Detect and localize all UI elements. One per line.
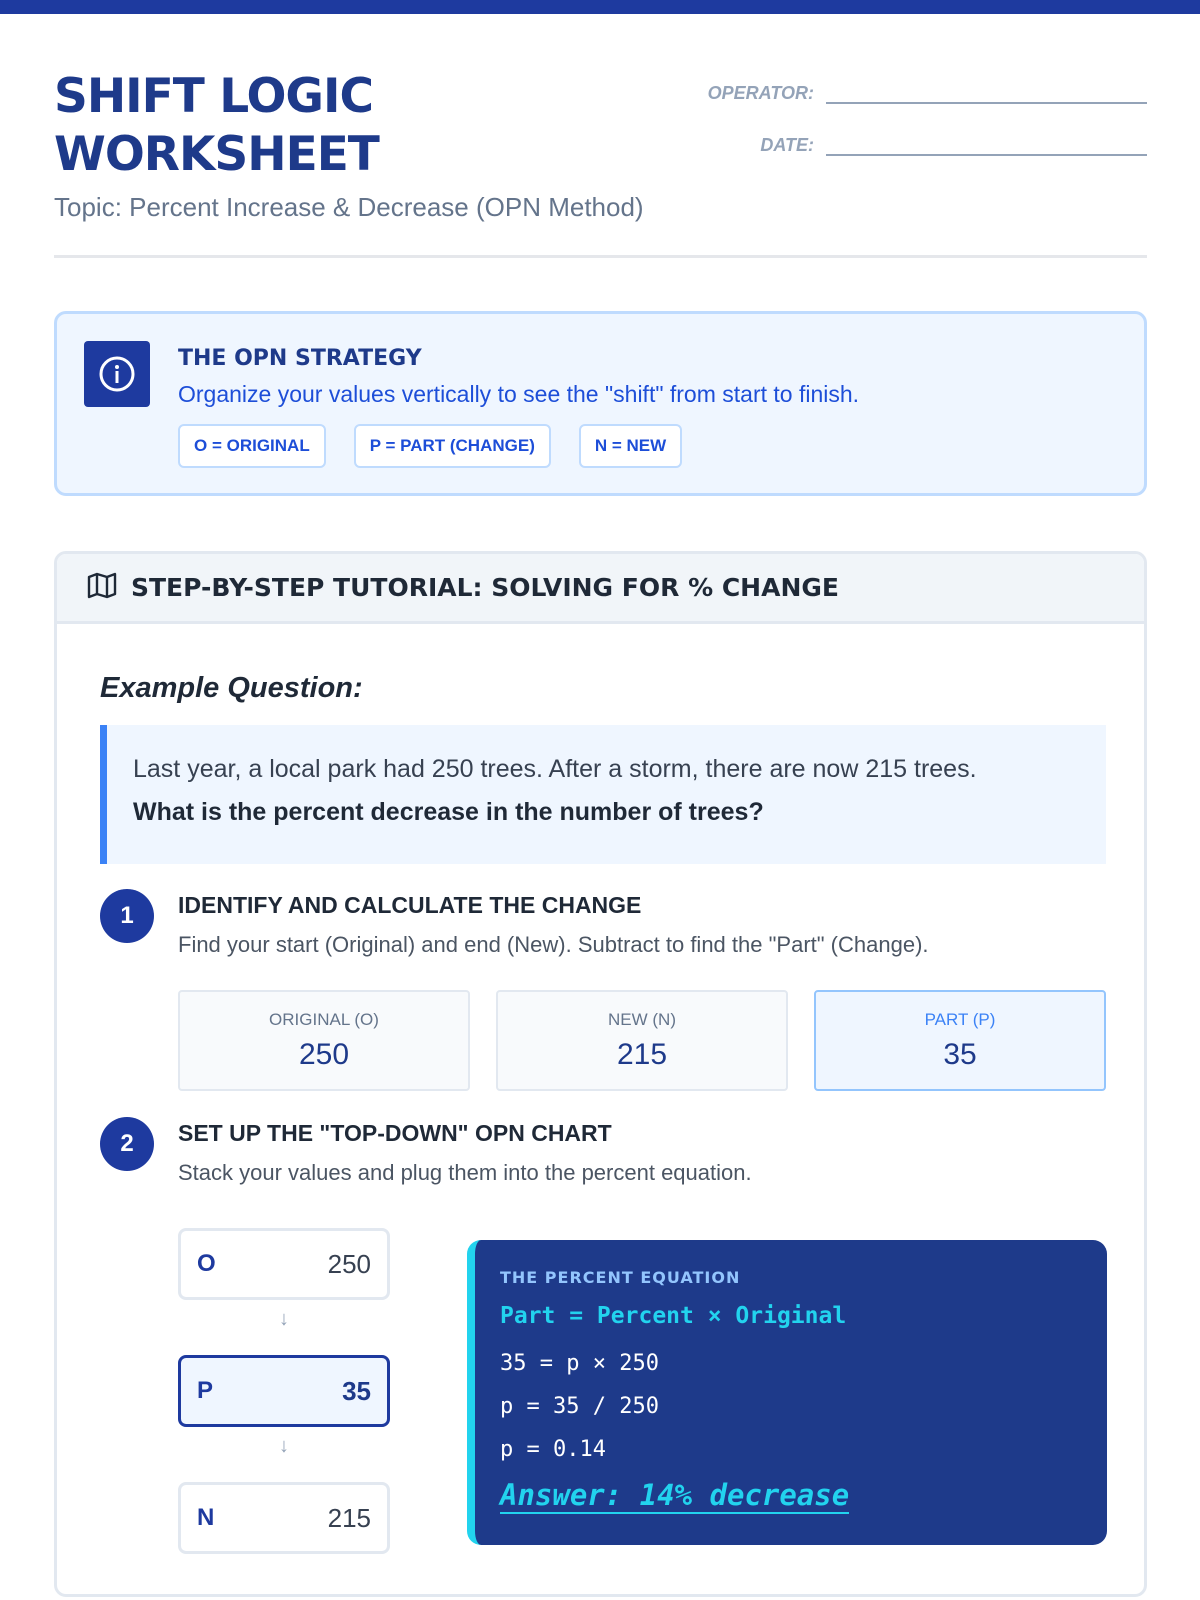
question-text: Last year, a local park had 250 trees. After a storm, there are now 215 trees. bbox=[133, 755, 977, 783]
tutorial-header bbox=[57, 554, 1144, 624]
example-question bbox=[100, 725, 1106, 864]
opn-row-original bbox=[178, 1228, 390, 1300]
strategy-description: Organize your values vertically to see the "shift" from start to finish. bbox=[178, 381, 860, 407]
opn-letter-new: N bbox=[197, 1504, 215, 1531]
original-value-label: ORIGINAL (O) bbox=[269, 1010, 379, 1029]
step-title-2: SET UP THE "TOP-DOWN" OPN CHART bbox=[178, 1120, 612, 1146]
strategy-title: THE OPN STRATEGY bbox=[178, 346, 422, 371]
operator-field[interactable] bbox=[826, 78, 1147, 104]
example-label: Example Question: bbox=[100, 672, 363, 704]
tutorial-title: STEP-BY-STEP TUTORIAL: SOLVING FOR % CHANGE bbox=[131, 573, 839, 602]
original-value-card bbox=[178, 990, 470, 1091]
step-number-2: 2 bbox=[100, 1117, 154, 1171]
opn-value-part: 35 bbox=[342, 1375, 371, 1406]
opn-row-new bbox=[178, 1482, 390, 1554]
page-subtitle: Topic: Percent Increase & Decrease (OPN Method) bbox=[54, 192, 644, 222]
opn-row-part bbox=[178, 1355, 390, 1427]
equation-line-3: p = 0.14 bbox=[500, 1437, 606, 1462]
opn-value-original: 250 bbox=[327, 1248, 371, 1279]
original-value: 250 bbox=[298, 1038, 350, 1071]
step-description-2: Stack your values and plug them into the percent equation. bbox=[178, 1160, 752, 1185]
chip-part: P = PART (CHANGE) bbox=[354, 424, 551, 468]
equation-formula: Part = Percent × Original bbox=[500, 1303, 847, 1329]
operator-label: OPERATOR: bbox=[707, 83, 814, 103]
equation-line-2: p = 35 / 250 bbox=[500, 1394, 659, 1419]
chip-original: O = ORIGINAL bbox=[178, 424, 326, 468]
step-title-1: IDENTIFY AND CALCULATE THE CHANGE bbox=[178, 892, 642, 918]
tutorial-card bbox=[54, 551, 1147, 1597]
question-prompt: What is the percent decrease in the number of trees? bbox=[133, 798, 764, 826]
equation-label: THE PERCENT EQUATION bbox=[500, 1268, 741, 1287]
map-icon bbox=[87, 571, 117, 604]
operator-row bbox=[684, 78, 1147, 104]
part-value-label: PART (P) bbox=[924, 1010, 996, 1029]
worksheet-header bbox=[54, 68, 1147, 258]
percent-equation-panel bbox=[467, 1240, 1107, 1545]
info-icon bbox=[84, 341, 150, 407]
step-description-1: Find your start (Original) and end (New). Subtract to find the "Part" (Change). bbox=[178, 932, 929, 957]
chip-new: N = NEW bbox=[579, 424, 682, 468]
new-value-label: NEW (N) bbox=[608, 1010, 676, 1029]
top-accent-bar bbox=[0, 0, 1200, 14]
page-title: SHIFT LOGIC WORKSHEET bbox=[54, 69, 379, 182]
arrow-down-icon: ↓ bbox=[279, 1308, 289, 1330]
equation-line-1: 35 = p × 250 bbox=[500, 1351, 659, 1376]
step-number-1: 1 bbox=[100, 889, 154, 943]
part-value-card bbox=[814, 990, 1106, 1091]
date-row bbox=[684, 130, 1147, 156]
opn-strategy-callout bbox=[54, 311, 1147, 496]
equation-answer: Answer: 14% decrease bbox=[500, 1478, 850, 1512]
opn-letter-part: P bbox=[197, 1377, 214, 1404]
date-field[interactable] bbox=[826, 130, 1147, 156]
opn-value-new: 215 bbox=[327, 1502, 371, 1533]
date-label: DATE: bbox=[760, 135, 814, 155]
legend-chips bbox=[178, 424, 859, 468]
part-value: 35 bbox=[943, 1038, 977, 1071]
opn-letter-original: O bbox=[197, 1250, 216, 1277]
arrow-down-icon: ↓ bbox=[279, 1435, 289, 1457]
new-value: 215 bbox=[616, 1038, 668, 1071]
new-value-card bbox=[496, 990, 788, 1091]
